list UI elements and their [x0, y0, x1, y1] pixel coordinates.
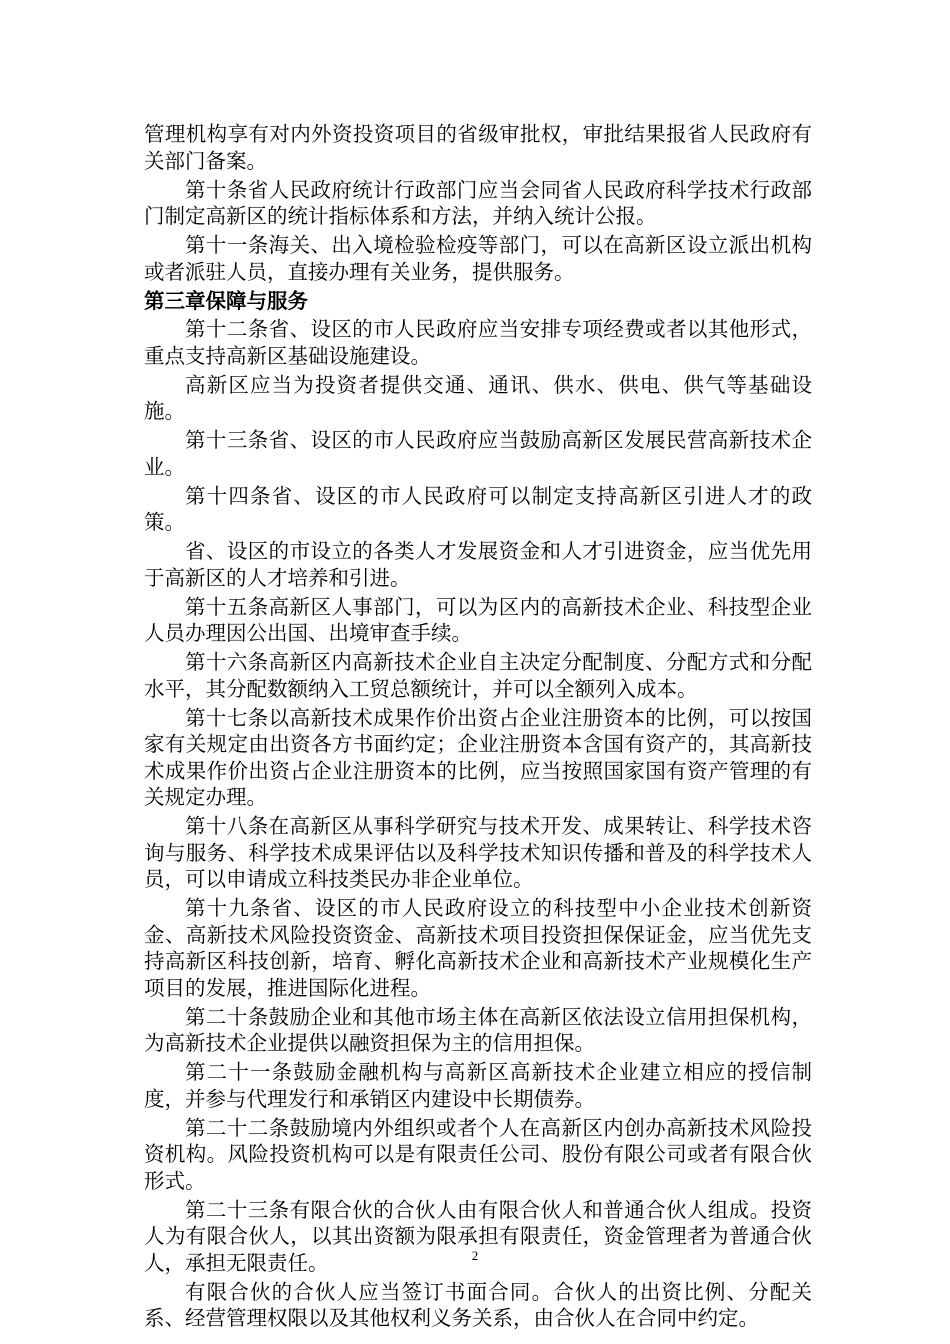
paragraph: 第十三条省、设区的市人民政府应当鼓励高新区发展民营高新技术企业。 — [144, 428, 812, 479]
paragraph: 第十条省人民政府统计行政部门应当会同省人民政府科学技术行政部门制定高新区的统计指标体系和方法，并纳入统计公报。 — [144, 177, 812, 228]
paragraph: 省、设区的市设立的各类人才发展资金和人才引进资金，应当优先用于高新区的人才培养和引进。 — [144, 539, 812, 590]
paragraph: 第二十条鼓励企业和其他市场主体在高新区依法设立信用担保机构，为高新技术企业提供以融资担保为主的信用担保。 — [144, 1004, 812, 1055]
paragraph: 第十九条省、设区的市人民政府设立的科技型中小企业技术创新资金、高新技术风险投资资金、高新技术项目投资担保保证金，应当优先支持高新区科技创新，培育、孵化高新技术企业和高新技术产业规模化生产项目的发展，推进国际化进程。 — [144, 896, 812, 1000]
paragraph: 第二十二条鼓励境内外组织或者个人在高新区内创办高新技术风险投资机构。风险投资机构可以是有限责任公司、股份有限公司或者有限合伙形式。 — [144, 1115, 812, 1193]
paragraph: 高新区应当为投资者提供交通、通讯、供水、供电、供气等基础设施。 — [144, 372, 812, 423]
paragraph: 第十六条高新区内高新技术企业自主决定分配制度、分配方式和分配水平，其分配数额纳入工贸总额统计，并可以全额列入成本。 — [144, 650, 812, 701]
paragraph: 第二十一条鼓励金融机构与高新区高新技术企业建立相应的授信制度，并参与代理发行和承销区内建设中长期债券。 — [144, 1060, 812, 1111]
page-number: 2 — [471, 1248, 479, 1263]
paragraph: 第十七条以高新技术成果作价出资占企业注册资本的比例，可以按国家有关规定由出资各方书面约定；企业注册资本含国有资产的，其高新技术成果作价出资占企业注册资本的比例，应当按照国家国有资产管理的有关规定办理。 — [144, 705, 812, 809]
paragraph: 第十五条高新区人事部门，可以为区内的高新技术企业、科技型企业人员办理因公出国、出境审查手续。 — [144, 594, 812, 645]
paragraph: 第二十三条有限合伙的合伙人由有限合伙人和普通合伙人组成。投资人为有限合伙人，以其出资额为限承担有限责任，资金管理者为普通合伙人，承担无限责任。 — [144, 1197, 812, 1275]
chapter-heading: 第三章保障与服务 — [144, 288, 308, 313]
paragraph: 第十八条在高新区从事科学研究与技术开发、成果转让、科学技术咨询与服务、科学技术成果评估以及科学技术知识传播和普及的科学技术人员，可以申请成立科技类民办非企业单位。 — [144, 814, 812, 891]
paragraph: 管理机构享有对内外资投资项目的省级审批权，审批结果报省人民政府有关部门备案。 — [144, 122, 812, 173]
document-body — [144, 121, 812, 1334]
paragraph: 第十四条省、设区的市人民政府可以制定支持高新区引进人才的政策。 — [144, 483, 812, 534]
paragraph: 有限合伙的合伙人应当签订书面合同。合伙人的出资比例、分配关系、经营管理权限以及其他权利义务关系，由合伙人在合同中约定。 — [144, 1279, 812, 1330]
paragraph: 第十一条海关、出入境检验检疫等部门，可以在高新区设立派出机构或者派驻人员，直接办理有关业务，提供服务。 — [144, 233, 812, 284]
paragraph: 第十二条省、设区的市人民政府应当安排专项经费或者以其他形式，重点支持高新区基础设施建设。 — [144, 317, 812, 368]
